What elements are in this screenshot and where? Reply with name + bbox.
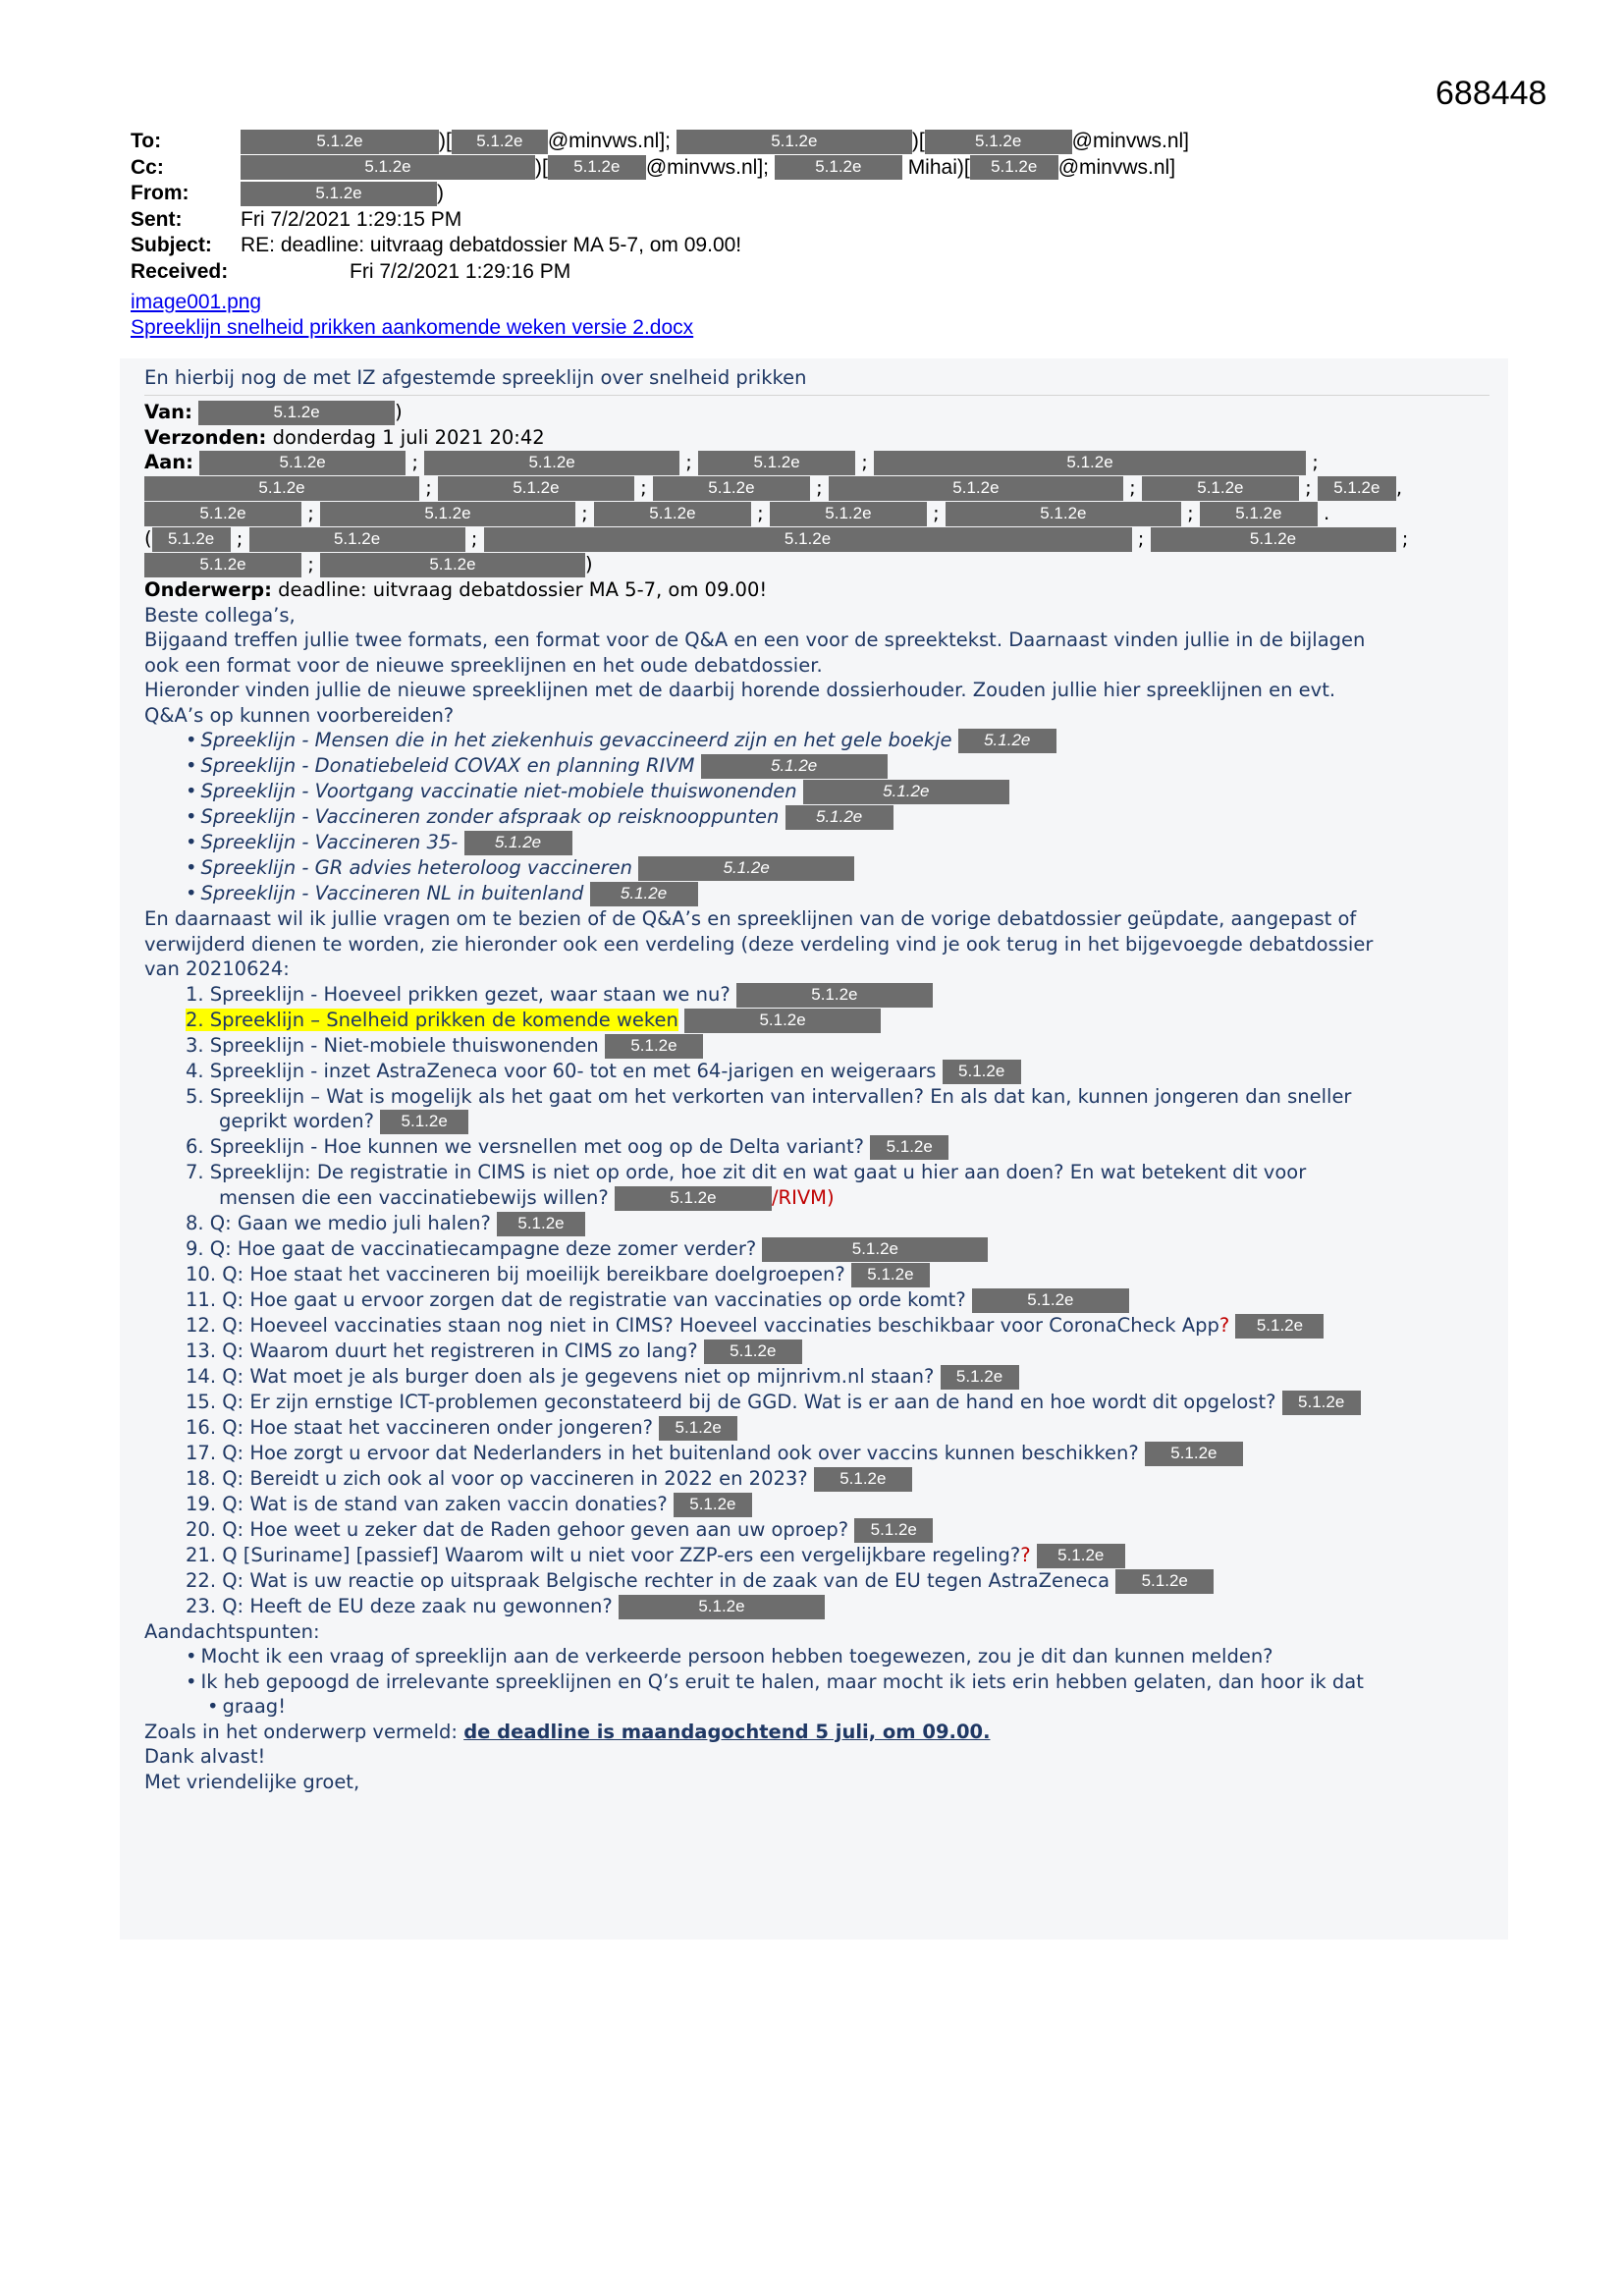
list-item: • Spreeklijn - Vaccineren 35- 5.1.2e bbox=[186, 830, 1489, 855]
verzonden-row: Verzonden: donderdag 1 juli 2021 20:42 bbox=[144, 425, 545, 449]
redaction: 5.1.2e bbox=[1318, 476, 1396, 501]
list-item-continuation: geprikt worden? 5.1.2e bbox=[186, 1109, 1489, 1134]
onderwerp-row: Onderwerp: deadline: uitvraag debatdossier MA 5-7, om 09.00! bbox=[144, 578, 768, 601]
redaction: 5.1.2e bbox=[704, 1339, 802, 1364]
list-item: 1. Spreeklijn - Hoeveel prikken gezet, waar staan we nu? 5.1.2e bbox=[186, 982, 1489, 1008]
redaction: 5.1.2e bbox=[605, 1034, 703, 1059]
list-item: • Spreeklijn - Vaccineren zonder afspraak op reisknooppunten 5.1.2e bbox=[186, 804, 1489, 830]
redaction: 5.1.2e bbox=[144, 476, 419, 501]
redaction: 5.1.2e bbox=[424, 451, 679, 475]
redaction: 5.1.2e bbox=[659, 1416, 737, 1441]
redaction: 5.1.2e bbox=[548, 155, 646, 180]
redaction: 5.1.2e bbox=[1200, 502, 1318, 526]
redaction: 5.1.2e bbox=[684, 1009, 881, 1033]
list-item: 10. Q: Hoe staat het vaccineren bij moeilijk bereikbare doelgroepen? 5.1.2e bbox=[186, 1262, 1489, 1287]
list-item: 20. Q: Hoe weet u zeker dat de Raden gehoor geven aan uw oproep? 5.1.2e bbox=[186, 1517, 1489, 1543]
verdeling-list bbox=[186, 982, 1489, 1619]
paragraph: ook een format voor de nieuwe spreeklijnen en het oude debatdossier. bbox=[144, 653, 823, 677]
redaction: 5.1.2e bbox=[320, 553, 585, 577]
redaction: 5.1.2e bbox=[249, 527, 465, 552]
list-item: 15. Q: Er zijn ernstige ICT-problemen geconstateerd bij de GGD. Wat is er aan de hand en hoe wordt dit opgelost? 5.1.2e bbox=[186, 1390, 1489, 1415]
list-item: 6. Spreeklijn - Hoe kunnen we versnellen met oog op de Delta variant? 5.1.2e bbox=[186, 1134, 1489, 1160]
list-item: • Ik heb gepoogd de irrelevante spreeklijnen en Q’s eruit te halen, maar mocht ik iets erin hebben gelaten, dan hoor ik dat bbox=[186, 1669, 1489, 1695]
aandacht-label: Aandachtspunten: bbox=[144, 1619, 320, 1643]
redaction: 5.1.2e bbox=[241, 130, 439, 154]
paragraph: Q&A’s op kunnen voorbereiden? bbox=[144, 703, 455, 727]
subject-value: RE: deadline: uitvraag debatdossier MA 5-7, om 09.00! bbox=[241, 234, 742, 256]
list-item-continuation: mensen die een vaccinatiebewijs willen? 5.1.2e /RIVM) bbox=[219, 1185, 835, 1209]
redaction: 5.1.2e bbox=[615, 1186, 772, 1211]
redaction: 5.1.2e bbox=[1115, 1569, 1214, 1594]
list-item: • Spreeklijn - GR advies heteroloog vaccineren 5.1.2e bbox=[186, 855, 1489, 881]
sent-value: Fri 7/2/2021 1:29:15 PM bbox=[241, 207, 462, 231]
list-item-continuation: • graag! bbox=[186, 1694, 1489, 1720]
redaction: 5.1.2e bbox=[958, 729, 1056, 753]
redaction: 5.1.2e bbox=[452, 130, 548, 154]
redaction: 5.1.2e bbox=[484, 527, 1132, 552]
redaction: 5.1.2e bbox=[144, 553, 301, 577]
redaction: 5.1.2e bbox=[464, 831, 572, 855]
redaction: 5.1.2e bbox=[241, 155, 535, 180]
redaction: 5.1.2e bbox=[770, 502, 927, 526]
redaction: 5.1.2e bbox=[152, 527, 231, 552]
from-label: From: bbox=[131, 182, 189, 204]
redaction: 5.1.2e bbox=[674, 1493, 752, 1517]
redaction: 5.1.2e bbox=[874, 451, 1306, 475]
redaction: 5.1.2e bbox=[1142, 476, 1299, 501]
received-value: Fri 7/2/2021 1:29:16 PM bbox=[350, 259, 571, 283]
list-item: 21. Q [Suriname] [passief] Waarom wilt u niet voor ZZP-ers een vergelijkbare regeling?? 5.1.2e bbox=[186, 1543, 1489, 1568]
redaction: 5.1.2e bbox=[941, 1365, 1019, 1390]
list-item: 22. Q: Wat is uw reactie op uitspraak Belgische rechter in de zaak van de EU tegen AstraZeneca 5.1.2e bbox=[186, 1568, 1489, 1594]
list-item: 9. Q: Hoe gaat de vaccinatiecampagne deze zomer verder? 5.1.2e bbox=[186, 1236, 1489, 1262]
list-item: • Mocht ik een vraag of spreeklijn aan de verkeerde persoon hebben toegewezen, zou je dit dan kunnen melden? bbox=[186, 1644, 1489, 1669]
redaction: 5.1.2e bbox=[497, 1212, 585, 1236]
document-number: 688448 bbox=[1435, 75, 1547, 112]
redaction: 5.1.2e bbox=[1145, 1442, 1243, 1466]
redaction: 5.1.2e bbox=[785, 805, 893, 830]
redaction: 5.1.2e bbox=[762, 1237, 988, 1262]
redaction: 5.1.2e bbox=[775, 155, 902, 180]
paragraph: Bijgaand treffen jullie twee formats, een format voor de Q&A en een voor de spreektekst. Daarnaast vinden jullie in de bijlagen bbox=[144, 629, 1366, 651]
greeting: Beste collega’s, bbox=[144, 603, 296, 627]
redaction: 5.1.2e bbox=[943, 1060, 1021, 1084]
aandacht-list bbox=[186, 1644, 1489, 1720]
subject-label: Subject: bbox=[131, 234, 212, 256]
redaction: 5.1.2e bbox=[241, 182, 437, 206]
redaction: 5.1.2e bbox=[638, 856, 854, 881]
redaction: 5.1.2e bbox=[970, 155, 1058, 180]
list-item: • Spreeklijn - Vaccineren NL in buitenland 5.1.2e bbox=[186, 881, 1489, 906]
redaction: 5.1.2e bbox=[1282, 1391, 1361, 1415]
van-row: Van: 5.1.2e ) bbox=[144, 400, 403, 423]
redaction: 5.1.2e bbox=[619, 1595, 825, 1619]
redaction: 5.1.2e bbox=[199, 451, 406, 475]
list-item: 2. Spreeklijn – Snelheid prikken de komende weken 5.1.2e bbox=[186, 1008, 1489, 1033]
list-item: 19. Q: Wat is de stand van zaken vaccin donaties? 5.1.2e bbox=[186, 1492, 1489, 1517]
received-label: Received: bbox=[131, 259, 229, 283]
redaction: 5.1.2e bbox=[594, 502, 751, 526]
aan-row: Aan: 5.1.2e ; 5.1.2e ; 5.1.2e ; 5.1.2e ; bbox=[144, 451, 1319, 473]
redaction: 5.1.2e bbox=[677, 130, 912, 154]
list-item: • Spreeklijn - Donatiebeleid COVAX en planning RIVM 5.1.2e bbox=[186, 753, 1489, 779]
redaction: 5.1.2e bbox=[1151, 527, 1396, 552]
cc-label: Cc: bbox=[131, 155, 164, 179]
list-item: • Spreeklijn - Mensen die in het ziekenhuis gevaccineerd zijn en het gele boekje 5.1.2e bbox=[186, 728, 1489, 753]
paragraph: verwijderd dienen te worden, zie hieronder ook een verdeling (deze verdeling vind je ook terug in het bijgevoegde debatdossier bbox=[144, 932, 1374, 956]
paragraph: En daarnaast wil ik jullie vragen om te bezien of de Q&A’s en spreeklijnen van de vorige debatdossier geüpdate, aangepast of bbox=[144, 907, 1357, 930]
list-item: 23. Q: Heeft de EU deze zaak nu gewonnen? 5.1.2e bbox=[186, 1594, 1489, 1619]
redaction: 5.1.2e bbox=[854, 1518, 933, 1543]
list-item: 7. Spreeklijn: De registratie in CIMS is niet op orde, hoe zit dit en wat gaat u hier aan doen? En wat betekent dit voor bbox=[186, 1161, 1307, 1183]
redaction: 5.1.2e bbox=[1235, 1314, 1324, 1339]
attachment-link[interactable]: Spreeklijn snelheid prikken aankomende weken versie 2.docx bbox=[131, 316, 694, 339]
list-item: 17. Q: Hoe zorgt u ervoor dat Nederlanders in het buitenland ook over vaccins kunnen beschikken? 5.1.2e bbox=[186, 1441, 1489, 1466]
redaction: 5.1.2e bbox=[198, 401, 395, 425]
attachment-link[interactable]: image001.png bbox=[131, 291, 262, 313]
deadline-text: de deadline is maandagochtend 5 juli, om 09.00. bbox=[463, 1720, 991, 1743]
paragraph: van 20210624: bbox=[144, 957, 290, 980]
list-item: 4. Spreeklijn - inzet AstraZeneca voor 60- tot en met 64-jarigen en weigeraars 5.1.2e bbox=[186, 1059, 1489, 1084]
redaction: 5.1.2e bbox=[946, 502, 1181, 526]
redaction: 5.1.2e bbox=[1037, 1544, 1125, 1568]
list-item: • Spreeklijn - Voortgang vaccinatie niet-mobiele thuiswonenden 5.1.2e bbox=[186, 779, 1489, 804]
redaction: 5.1.2e bbox=[698, 451, 855, 475]
intro-text: En hierbij nog de met IZ afgestemde spreeklijn over snelheid prikken bbox=[144, 366, 807, 389]
list-item: 11. Q: Hoe gaat u ervoor zorgen dat de registratie van vaccinaties op orde komt? 5.1.2e bbox=[186, 1287, 1489, 1313]
divider bbox=[144, 395, 1489, 396]
redaction: 5.1.2e bbox=[736, 983, 933, 1008]
sent-label: Sent: bbox=[131, 207, 183, 231]
redaction: 5.1.2e bbox=[814, 1467, 912, 1492]
redaction: 5.1.2e bbox=[829, 476, 1123, 501]
redaction: 5.1.2e bbox=[851, 1263, 930, 1287]
list-item: 5. Spreeklijn – Wat is mogelijk als het gaat om het verkorten van intervallen? En als dat kan, kunnen jongeren dan sneller bbox=[186, 1084, 1352, 1108]
list-item: 18. Q: Bereidt u zich ook al voor op vaccineren in 2022 en 2023? 5.1.2e bbox=[186, 1466, 1489, 1492]
redaction: 5.1.2e bbox=[380, 1110, 468, 1134]
list-item: 12. Q: Hoeveel vaccinaties staan nog niet in CIMS? Hoeveel vaccinaties beschikbaar voor CoronaCheck App? 5.1.2e bbox=[186, 1313, 1489, 1339]
redaction: 5.1.2e bbox=[653, 476, 810, 501]
list-item: 3. Spreeklijn - Niet-mobiele thuiswonenden 5.1.2e bbox=[186, 1033, 1489, 1059]
paragraph: Hieronder vinden jullie de nieuwe spreeklijnen met de daarbij horende dossierhouder. Zouden jullie hier spreeklijnen en evt. bbox=[144, 679, 1336, 701]
redaction: 5.1.2e bbox=[870, 1135, 948, 1160]
list-item: 16. Q: Hoe staat het vaccineren onder jongeren? 5.1.2e bbox=[186, 1415, 1489, 1441]
new-spreeklijnen-list bbox=[186, 728, 1489, 906]
list-item: 8. Q: Gaan we medio juli halen? 5.1.2e bbox=[186, 1211, 1489, 1236]
redaction: 5.1.2e bbox=[972, 1288, 1129, 1313]
redaction: 5.1.2e bbox=[701, 754, 888, 779]
closing-text: Met vriendelijke groet, bbox=[144, 1770, 360, 1793]
redaction: 5.1.2e bbox=[144, 502, 301, 526]
redaction: 5.1.2e bbox=[438, 476, 634, 501]
redaction: 5.1.2e bbox=[590, 882, 698, 906]
to-label: To: bbox=[131, 130, 162, 152]
email-body: En hierbij nog de met IZ afgestemde spreeklijn over snelheid prikken Van: 5.1.2e ) Verzonden: donderdag 1 juli 2021 20:42 Aan: 5.1.2e ; 5.1.2e ; 5.1.2e ; 5.1.2e ; 5.1.2e ; 5.1.2e ; 5.1.2e ; 5.1.2e ; 5.1.2e ; 5.1.2e , 5.1.2e ; 5.1.2e ; 5.1.2e ; 5.1.2e ; 5.1.2e ; 5.1.2e . ( 5.1.2e ; 5.1.2e ; 5.1.2e ; 5.1.2e ; 5.1.2e ; 5.1.2e ) Onderwerp: deadline: uitvraag debatdossier MA 5-7, om 09.00! Beste collega’s, Bijgaand treffen jullie twee formats, een format voor de Q&A en een voor de spreektekst. Daarnaast vinden jullie in de bijlagen ook een format voor de nieuwe spreeklijnen en het oude debatdossier. Hieronder vinden jullie de nieuwe spreeklijnen met de daarbij horende dossierhouder. Zouden jullie hier spreeklijnen en evt. Q&A’s op kunnen voorbereiden? • Spreeklijn - Mensen die in het ziekenhuis gevaccineerd zijn en het gele boekje 5.1.2e • Spreeklijn - Donatiebeleid COVAX en planning RIVM 5.1.2e • Spreeklijn - Voortgang vaccinatie niet-mobiele thuiswonenden 5.1.2e • Spreeklijn - Vaccineren zonder afspraak op reisknooppunten 5.1.2e • Spreeklijn - Vaccineren 35- 5.1.2e • Spreeklijn - GR advies heteroloog vaccineren 5.1.2e • Spreeklijn - Vaccineren NL in buitenland 5.1.2e En daarnaast wil ik jullie vragen om te bezien of de Q&A’s en spreeklijnen van de vorige debatdossier geüpdate, aangepast of verwijderd dienen te worden, zie hieronder ook een verdeling (deze verdeling vind je ook terug in het bijgevoegde debatdossier van 20210624: 1. Spreeklijn - Hoeveel prikken gezet, waar staan we nu? 5.1.2e 2. Spreeklijn – Snelheid prikken de komende weken 5.1.2e 3. Spreeklijn - Niet-mobiele thuiswonenden 5.1.2e 4. Spreeklijn - inzet AstraZeneca voor 60- tot en met 64-jarigen en weigeraars 5.1.2e 5. Spreeklijn – Wat is mogelijk als het gaat om het verkorten van intervallen? En als dat kan, kunnen jongeren dan sneller geprikt worden? 5.1.2e 6. Spreeklijn - Hoe kunnen we versnellen met oog op de Delta variant? 5.1.2e 7. Spreeklijn: De registratie in CIMS is niet op orde, hoe zit dit en wat gaat u hier aan doen? En wat betekent dit voor mensen die een vaccinatiebewijs willen? 5.1.2e /RIVM) 8. Q: Gaan we medio juli halen? 5.1.2e 9. Q: Hoe gaat de vaccinatiecampagne deze zomer verder? 5.1.2e 10. Q: Hoe staat het vaccineren bij moeilijk bereikbare doelgroepen? 5.1.2e 11. Q: Hoe gaat u ervoor zorgen dat de registratie van vaccinaties op orde komt? 5.1.2e 12. Q: Hoeveel vaccinaties staan nog niet in CIMS? Hoeveel vaccinaties beschikbaar voor CoronaCheck App? 5.1.2e 13. Q: Waarom duurt het registreren in CIMS zo lang? 5.1.2e 14. Q: Wat moet je als burger doen als je gegevens niet op mijnrivm.nl staan? 5.1.2e 15. Q: Er zijn ernstige ICT-problemen geconstateerd bij de GGD. Wat is er aan de hand en hoe wordt dit opgelost? 5.1.2e 16. Q: Hoe staat het vaccineren onder jongeren? 5.1.2e 17. Q: Hoe zorgt u ervoor dat Nederlanders in het buitenland ook over vaccins kunnen beschikken? 5.1.2e 18. Q: Bereidt u zich ook al voor op vaccineren in 2022 en 2023? 5.1.2e 19. Q: Wat is de stand van zaken vaccin donaties? 5.1.2e 20. Q: Hoe weet u zeker dat de Raden gehoor geven aan uw oproep? 5.1.2e 21. Q [Suriname] [passief] Waarom wilt u niet voor ZZP-ers een vergelijkbare regeling?? 5.1.2e 22. Q: Wat is uw reactie op uitspraak Belgische rechter in de zaak van de EU tegen AstraZeneca 5.1.2e 23. Q: Heeft de EU deze zaak nu gewonnen? 5.1.2e Aandachtspunten: • Mocht ik een vraag of spreeklijn aan de verkeerde persoon hebben toegewezen, zou je dit dan kunnen melden? • Ik heb gepoogd de irrelevante spreeklijnen en Q’s eruit te halen, maar mocht ik iets erin hebben gelaten, dan hoor ik dat • graag! Zoals in het onderwerp vermeld: de deadline is maandagochtend 5 juli, om 09.00. Dank alvast! Met vriendelijke groet, bbox=[144, 365, 1489, 1794]
thanks-text: Dank alvast! bbox=[144, 1745, 266, 1768]
redaction: 5.1.2e bbox=[803, 780, 1009, 804]
redaction: 5.1.2e bbox=[925, 130, 1072, 154]
redaction: 5.1.2e bbox=[320, 502, 575, 526]
list-item: 13. Q: Waarom duurt het registreren in CIMS zo lang? 5.1.2e bbox=[186, 1339, 1489, 1364]
list-item: 14. Q: Wat moet je als burger doen als je gegevens niet op mijnrivm.nl staan? 5.1.2e bbox=[186, 1364, 1489, 1390]
deadline-line: Zoals in het onderwerp vermeld: de deadline is maandagochtend 5 juli, om 09.00. bbox=[144, 1720, 991, 1743]
